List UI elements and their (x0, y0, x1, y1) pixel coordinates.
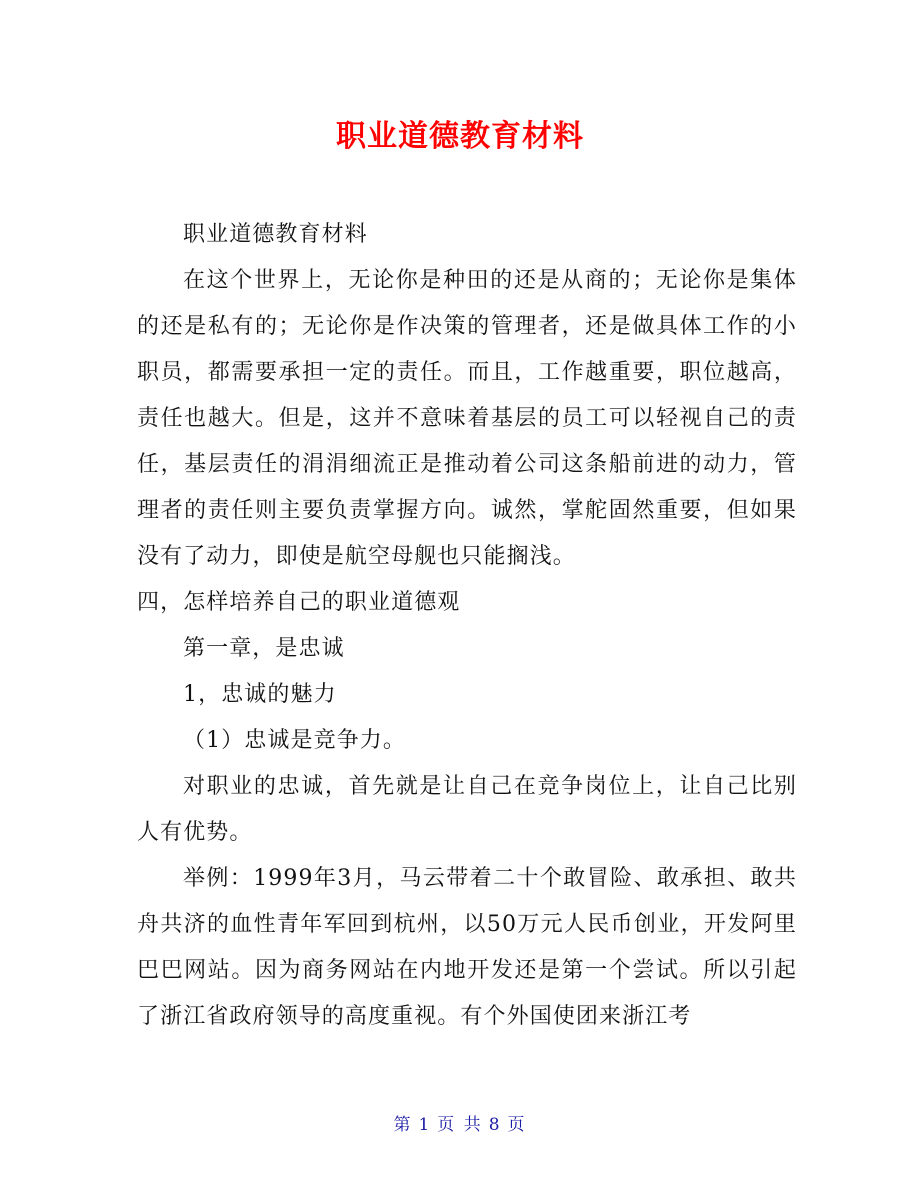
footer-middle: 页 共 (437, 1115, 483, 1135)
document-body (137, 212, 797, 1040)
paragraph: 1，忠诚的魅力 (183, 682, 337, 707)
document-title: 职业道德教育材料 (336, 119, 584, 154)
paragraph: （1）忠诚是竞争力。 (183, 728, 406, 753)
page-footer (0, 1112, 920, 1138)
current-page-number: 1 (418, 1115, 432, 1135)
paragraph: 四，怎样培养自己的职业道德观 (137, 590, 461, 615)
footer-suffix: 页 (507, 1115, 527, 1135)
footer-prefix: 第 (393, 1115, 413, 1135)
paragraph: 在这个世界上，无论你是种田的还是从商的；无论你是集体的还是私有的；无论你是作决策的管理者，还是做具体工作的小职员，都需要承担一定的责任。而且，工作越重要，职位越高，责任也越大。但是，这并不意味着基层的员工可以轻视自己的责任，基层责任的涓涓细流正是推动着公司这条船前进的动力，管理者的责任则主要负责掌握方向。诚然，掌舵固然重要，但如果没有了动力，即使是航空母舰也只能搁浅。 (137, 268, 797, 569)
paragraph: 职业道德教育材料 (183, 222, 368, 247)
paragraph: 举例：1999年3月，马云带着二十个敢冒险、敢承担、敢共舟共济的血性青年军回到杭州，以50万元人民币创业，开发阿里巴巴网站。因为商务网站在内地开发还是第一个尝试。所以引起了浙江省政府领导的高度重视。有个外国使团来浙江考 (137, 866, 797, 1029)
paragraph: 对职业的忠诚，首先就是让自己在竞争岗位上，让自己比别人有优势。 (137, 774, 797, 845)
total-pages-number: 8 (488, 1115, 502, 1135)
paragraph: 第一章，是忠诚 (183, 636, 345, 661)
